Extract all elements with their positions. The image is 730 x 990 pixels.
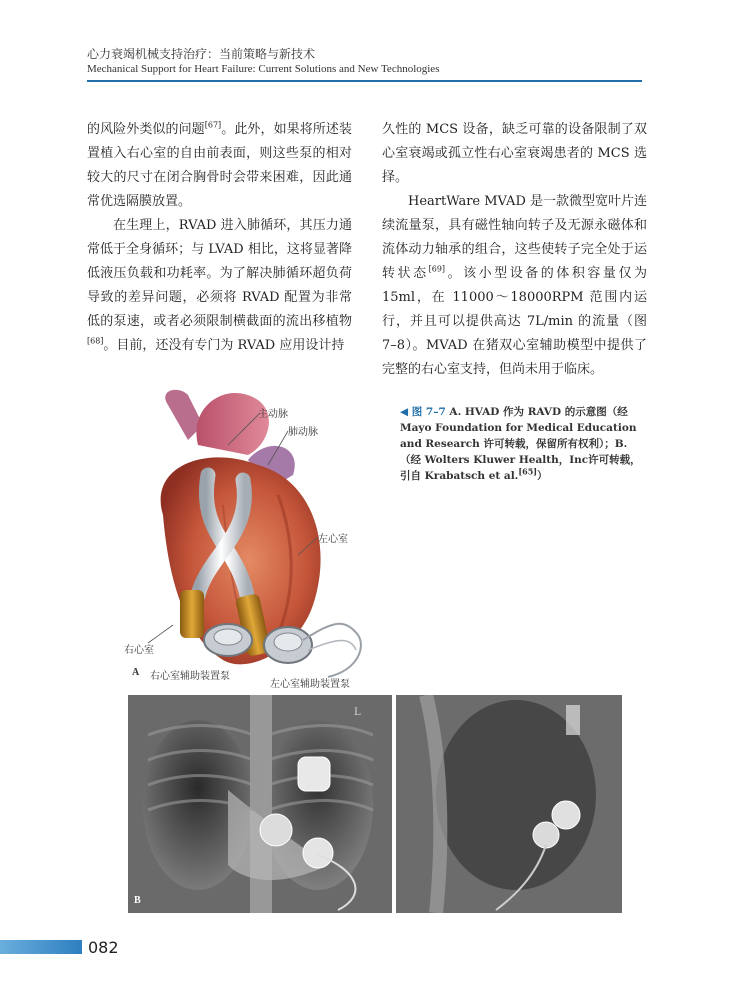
label-rvad-pump: 右心室辅助装置泵 — [150, 671, 230, 682]
figure-caption — [400, 404, 645, 484]
xray-pump-1 — [260, 814, 292, 846]
xray-pump-2 — [303, 838, 333, 868]
xray-frontal-image — [128, 695, 392, 913]
left-paragraph-1 — [87, 118, 352, 214]
text-run: 。此外，如果将所述装置植入右心室的自由前表面，则这些泵的相对较大的尺寸在闭合胸骨时会带来困难，因此通常优选隔膜放置。 — [87, 122, 352, 209]
caption-arrow-icon: ◀ — [400, 406, 409, 418]
left-paragraph-2 — [87, 214, 352, 358]
xray-side-marker: L — [354, 707, 361, 718]
driveline — [308, 641, 356, 650]
caption-citation: [65] — [518, 466, 538, 477]
page-number-bar — [0, 940, 82, 954]
label-lvad-pump: 左心室辅助装置泵 — [270, 679, 350, 690]
xray-lateral-image — [396, 695, 622, 913]
header-rule — [87, 80, 642, 82]
label-aorta: 主动脉 — [258, 409, 288, 420]
label-left-ventricle: 左心室 — [318, 534, 348, 545]
xray-lateral-drawing — [396, 695, 622, 913]
text-run: 在生理上，RVAD 进入肺循环，其压力通常低于全身循环；与 LVAD 相比，这将显著降低液压负载和功耗率。为了解决肺循环超负荷导致的差异问题，必须将 RVAD 配置为非常低的泵速，或者必须限制横截面的流出移植物 — [87, 218, 352, 329]
panel-b-letter: B — [134, 895, 141, 906]
caption-label: 图 7–7 — [411, 406, 446, 418]
text-run: 。目前，还没有专门为 RVAD 应用设计持 — [103, 338, 345, 353]
citation-69: [69] — [428, 264, 446, 274]
xray-device-upper — [298, 757, 330, 791]
xray-lateral-pump-2 — [533, 822, 559, 848]
text-run: 的风险外类似的问题 — [87, 122, 205, 137]
label-right-ventricle: 右心室 — [124, 645, 154, 656]
citation-68: [68] — [87, 336, 104, 346]
rvad-pump-cap — [214, 629, 242, 645]
panel-a-letter: A — [132, 667, 140, 678]
citation-67: [67] — [204, 120, 222, 130]
xray-lateral-pump-1 — [552, 801, 580, 829]
right-paragraph-1: 久性的 MCS 设备，缺乏可靠的设备限制了双心室衰竭或孤立性右心室衰竭患者的 MCS 选择。 — [382, 122, 647, 185]
left-text-column — [87, 118, 352, 358]
xray-frontal-drawing — [128, 695, 392, 913]
page-number: 082 — [88, 938, 119, 957]
xray-lateral-marker — [566, 705, 580, 735]
right-text-column — [382, 118, 647, 382]
header-title-en: Mechanical Support for Heart Failure: Current Solutions and New Technologies — [87, 63, 440, 75]
running-header — [87, 46, 642, 76]
caption-text-end: ） — [537, 470, 548, 482]
label-pulmonary-artery: 肺动脉 — [288, 427, 318, 438]
figure-a-heart-illustration — [124, 385, 368, 690]
rvad-graft-sleeve — [180, 590, 204, 638]
xray-spine — [250, 695, 272, 913]
aorta-shape — [196, 393, 268, 455]
text-run: HeartWare MVAD 是一款微型宽叶片连续流量泵，具有磁性轴向转子及无源永磁体和流体动力轴承的组合，这些使转子完全处于运转状态 — [382, 194, 648, 281]
lvad-pump-cap — [274, 633, 302, 651]
header-title-cn: 心力衰竭机械支持治疗：当前策略与新技术 — [87, 47, 316, 61]
caption-text: A. HVAD 作为 RAVD 的示意图（经 Mayo Foundation for Medical Education and Research 许可转载，保留所有权利）；B.（经 Wolters Kluwer Health，Inc许可转载，引自 Krabatsch et al. — [400, 406, 641, 482]
text-run: 。该小型设备的体积容量仅为 15ml，在 11000～18000RPM 范围内运行，并且可以提供高达 7L/min 的流量（图 7–8）。MVAD 在猪双心室辅助模型中提供了完整的右心室支持，但尚未用于临床。 — [382, 266, 647, 377]
right-paragraph-2 — [382, 190, 647, 382]
